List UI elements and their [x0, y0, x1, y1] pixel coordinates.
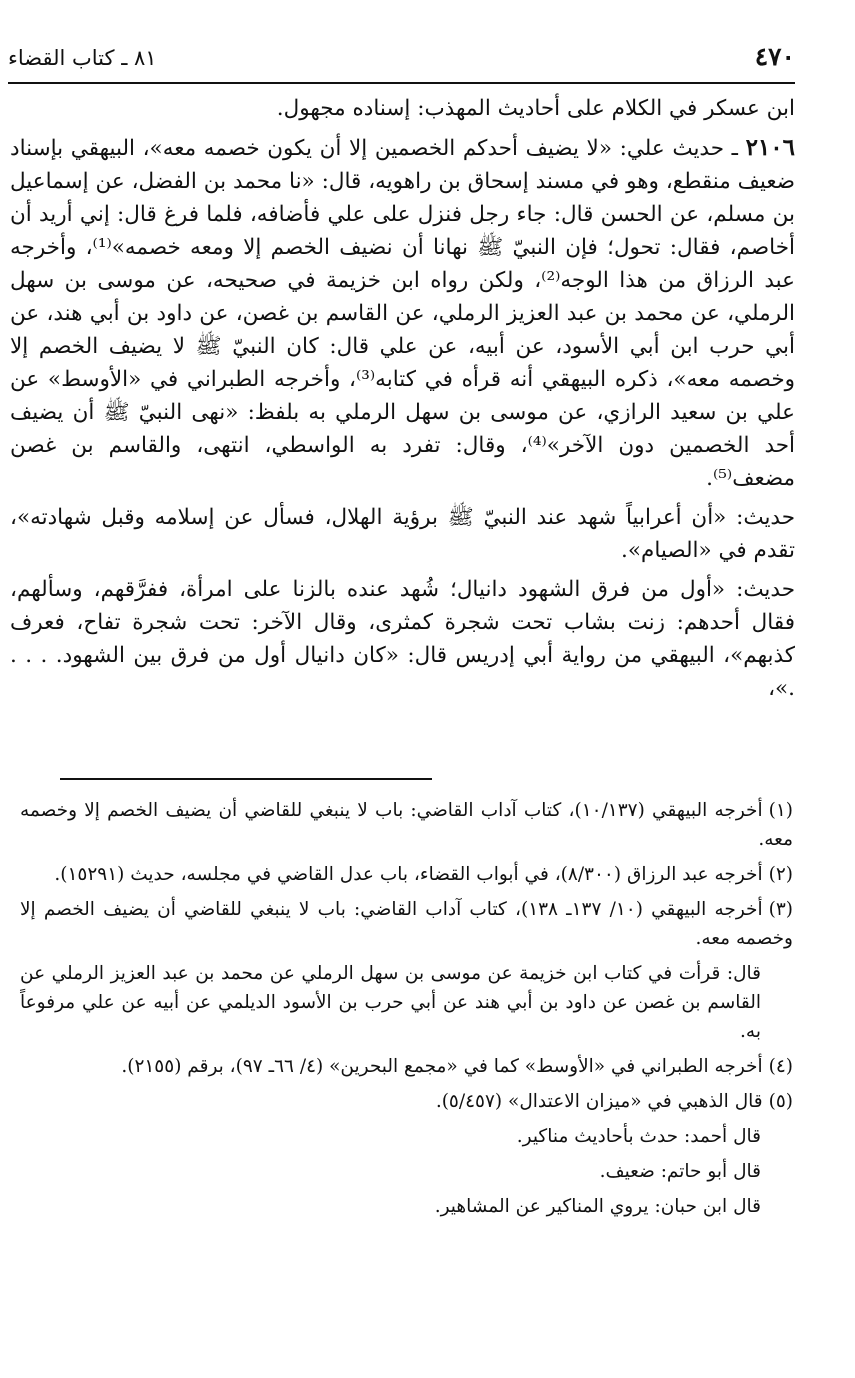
paragraph: [10, 131, 795, 495]
footnote-item: [20, 895, 793, 953]
running-title: ٨١ ـ كتاب القضاء: [8, 46, 157, 70]
footnote-text: أخرجه البيهقي (١٠/١٣٧)، كتاب آداب القاضي: باب لا ينبغي للقاضي أن يضيف الخصم إلا وخصمه معه.: [20, 800, 793, 850]
footnote-item: [20, 1087, 793, 1116]
paragraph-text: ـ حديث علي: «لا يضيف أحدكم الخصمين إلا أن يكون خصمه معه»، البيهقي بإسناد ضعيف منقطع، وهو في مسند إسحاق بن راهويه، قال: «نا محمد بن الفضل، عن إسماعيل بن مسلم، عن الحسن قال: جاء رجل فنزل على علي فأضافه، فلما فرغ قال: إني أريد أن أخاصم، فقال: تحول؛ فإن النبيّ ﷺ نهانا أن نضيف الخصم إلا ومعه خصمه»⁽¹⁾، وأخرجه عبد الرزاق من هذا الوجه⁽²⁾، ولكن رواه ابن خزيمة في صحيحه، عن موسى بن سهل الرملي، عن محمد بن عبد العزيز الرملي، عن القاسم بن غصن، عن داود بن أبي هند، عن أبي حرب ابن أبي الأسود، عن أبيه، عن علي قال: كان النبيّ ﷺ لا يضيف الخصم إلا وخصمه معه»، ذكره البيهقي أنه قرأه في كتابه⁽³⁾، وأخرجه الطبراني في «الأوسط» عن علي بن سعيد الرازي، عن موسى بن سهل الرملي به بلفظ: «نهى النبيّ ﷺ أن يضيف أحد الخصمين دون الآخر»⁽⁴⁾، وقال: تفرد به الواسطي، انتهى، والقاسم بن غصن مضعف⁽⁵⁾.: [10, 136, 795, 491]
footnote-quote-text: قال أحمد: حدث بأحاديث مناكير.: [516, 1126, 761, 1147]
footnote-item: [20, 796, 793, 854]
footnote-quote-text: قال أبو حاتم: ضعيف.: [599, 1161, 761, 1182]
footnote-text: قال الذهبي في «ميزان الاعتدال» (٥/٤٥٧).: [435, 1091, 763, 1112]
footnote-text: أخرجه عبد الرزاق (٨/٣٠٠)، في أبواب القضاء، باب عدل القاضي في مجلسه، حديث (١٥٢٩١).: [54, 864, 763, 885]
footnote-quote: [20, 1192, 761, 1221]
footnote-text: أخرجه البيهقي (١٠/ ١٣٧ـ ١٣٨)، كتاب آداب القاضي: باب لا ينبغي للقاضي أن يضيف الخصم إلا وخصمه معه.: [20, 899, 793, 949]
paragraph-text: ابن عسكر في الكلام على أحاديث المهذب: إسناده مجهول.: [276, 96, 795, 121]
paragraph: [10, 92, 795, 125]
footnote-text: قال: قرأت في كتاب ابن خزيمة عن موسى بن سهل الرملي عن محمد بن عبد العزيز الرملي عن القاسم بن غصن عن داود بن أبي هند عن أبي حرب بن الأسود الديلمي عن أبيه عن علي مرفوعاً به.: [20, 963, 761, 1042]
main-text: [10, 92, 795, 711]
footnote-item: [20, 860, 793, 889]
paragraph: [10, 501, 795, 567]
footnote-number: (٢): [768, 864, 793, 885]
footnotes: [20, 796, 793, 1227]
footnote-quote: [20, 1157, 761, 1186]
footnote-number: (٣): [768, 899, 793, 920]
hadith-number: ٢١٠٦: [745, 134, 795, 161]
footnote-number: (١): [768, 800, 793, 821]
paragraph-text: حديث: «أول من فرق الشهود دانيال؛ شُهد عنده بالزنا على امرأة، ففرَّقهم، وسألهم، فقال أحدهم: زنت بشاب تحت شجرة كمثرى، وقال الآخر: تحت شجرة تفاح، فعرف كذبهم»، البيهقي من رواية أبي إدريس قال: «كان دانيال أول من فرق بين الشهود. . . . .»،: [10, 577, 795, 701]
footnote-item: [20, 1052, 793, 1081]
footnote-number: (٥): [768, 1091, 793, 1112]
footnote-divider: [60, 778, 432, 780]
footnote-continuation: [20, 959, 761, 1046]
footnote-quote: [20, 1122, 761, 1151]
footnote-quote-text: قال ابن حبان: يروي المناكير عن المشاهير.: [434, 1196, 761, 1217]
page-header: [8, 40, 795, 84]
paragraph: [10, 573, 795, 705]
page-number: ٤٧٠: [754, 42, 795, 71]
footnote-number: (٤): [768, 1056, 793, 1077]
paragraph-text: حديث: «أن أعرابياً شهد عند النبيّ ﷺ برؤية الهلال، فسأل عن إسلامه وقبل شهادته»، تقدم في «الصيام».: [10, 505, 795, 563]
footnote-text: أخرجه الطبراني في «الأوسط» كما في «مجمع البحرين» (٤/ ٦٦ـ ٩٧)، برقم (٢١٥٥).: [121, 1056, 763, 1077]
